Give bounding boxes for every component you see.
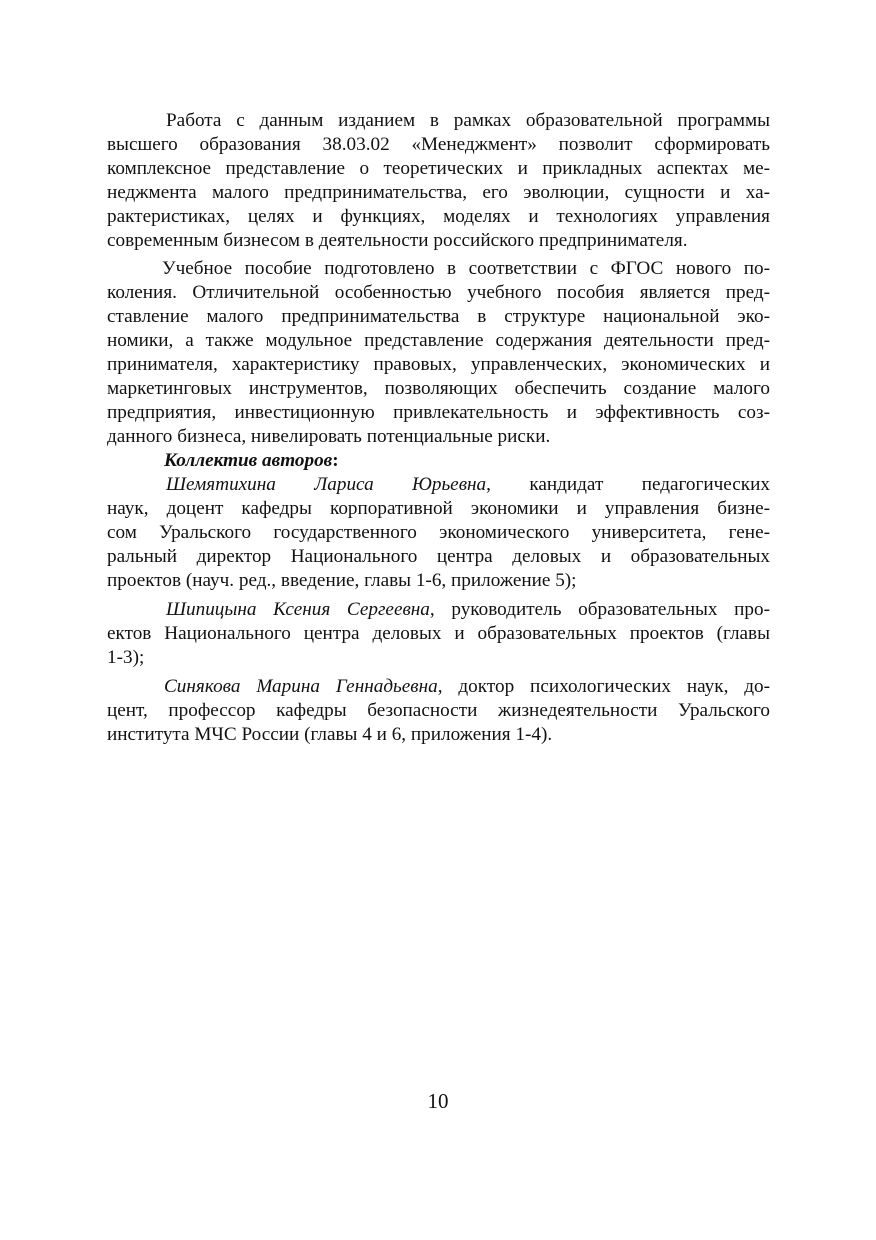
author-role: , доктор психологических наук, до- xyxy=(437,676,771,697)
author-line: наук, доцент кафедры корпоративной экономики и управления бизне- xyxy=(107,498,770,519)
author-line: института МЧС России (главы 4 и 6, приложения 1-4). xyxy=(107,724,553,745)
authors-heading xyxy=(107,449,770,473)
authors-heading-colon: : xyxy=(332,450,339,471)
paragraph-line: маркетинговых инструментов, позволяющих обеспечить создание малого xyxy=(107,378,770,399)
intro-paragraph xyxy=(107,109,770,253)
paragraph-line: принимателя, характеристику правовых, управленческих, экономических и xyxy=(107,354,770,375)
paragraph-line: рактеристиках, целях и функциях, моделях и технологиях управления xyxy=(107,206,770,227)
paragraph-line: номики, а также модульное представление содержания деятельности пред- xyxy=(107,330,770,351)
author-entry-2 xyxy=(107,598,770,670)
description-paragraph xyxy=(107,257,770,449)
author-role: , руководитель образовательных про- xyxy=(429,599,770,620)
author-first-line xyxy=(107,598,770,622)
paragraph-line: высшего образования 38.03.02 «Менеджмент» позволит сформировать xyxy=(107,134,770,155)
author-role: , кандидат педагогических xyxy=(486,474,770,495)
author-line: ральный директор Национального центра деловых и образовательных xyxy=(107,546,770,567)
authors-heading-label: Коллектив авторов xyxy=(164,450,333,471)
paragraph-line: современным бизнесом в деятельности российского предпринимателя. xyxy=(107,230,688,251)
paragraph-line: неджмента малого предпринимательства, его эволюции, сущности и ха- xyxy=(107,182,770,203)
paragraph-line: Работа с данным изданием в рамках образовательной программы xyxy=(166,110,770,131)
author-line: проектов (науч. ред., введение, главы 1-6, приложение 5); xyxy=(107,570,577,591)
paragraph-line: данного бизнеса, нивелировать потенциальные риски. xyxy=(107,426,551,447)
author-first-line xyxy=(107,473,770,497)
author-first-line xyxy=(107,675,770,699)
author-name: Шемятихина Лариса Юрьевна xyxy=(166,474,487,495)
paragraph-line: ставление малого предпринимательства в структуре национальной эко- xyxy=(107,306,770,327)
paragraph-line: комплексное представление о теоретических и прикладных аспектах ме- xyxy=(107,158,770,179)
page-body xyxy=(107,109,770,747)
author-name: Шипицына Ксения Сергеевна xyxy=(166,599,430,620)
paragraph-line: Учебное пособие подготовлено в соответствии с ФГОС нового по- xyxy=(162,258,770,279)
author-line: 1-3); xyxy=(107,647,145,668)
paragraph-line: коления. Отличительной особенностью учебного пособия является пред- xyxy=(107,282,770,303)
author-entry-1 xyxy=(107,473,770,593)
author-name: Синякова Марина Геннадьевна xyxy=(164,676,438,697)
author-line: цент, профессор кафедры безопасности жизнедеятельности Уральского xyxy=(107,700,770,721)
paragraph-line: предприятия, инвестиционную привлекательность и эффективность соз- xyxy=(107,402,770,423)
author-entry-3 xyxy=(107,675,770,747)
author-line: сом Уральского государственного экономического университета, гене- xyxy=(107,522,770,543)
page-number: 10 xyxy=(427,1089,449,1113)
author-line: ектов Национального центра деловых и образовательных проектов (главы xyxy=(107,623,770,644)
